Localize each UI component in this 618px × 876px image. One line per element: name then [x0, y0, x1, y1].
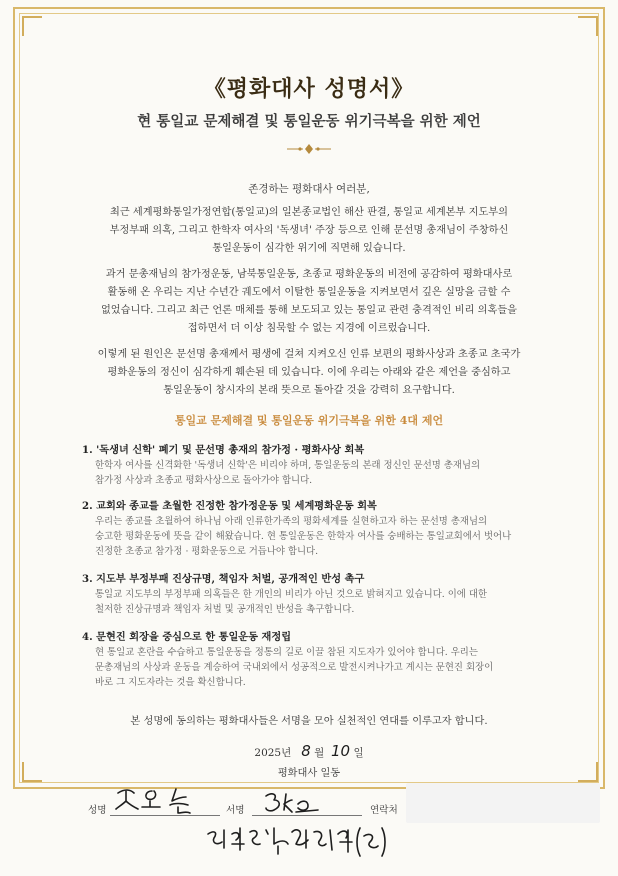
paragraph-1 [60, 204, 558, 258]
proposal-line: 참가정 사상과 초종교 평화사상으로 돌아가야 합니다. [95, 475, 313, 486]
paragraph-line: 통일운동이 창시자의 본래 뜻으로 돌아갈 것을 강력히 요구합니다. [163, 385, 455, 396]
proposal-1 [82, 443, 562, 488]
proposal-line: 숭고한 평화운동에 뜻을 같이 해왔습니다. 현 통일운동은 한학자 여사를 숭배하는 통일교회에서 벗어나 [95, 531, 512, 542]
date-day-handwritten: 10 [331, 742, 351, 760]
paragraph-line: 과거 문총재님의 참가정운동, 남북통일운동, 초종교 평화운동의 비전에 공감하여 평화대사로 [105, 269, 513, 280]
date-day-label: 일 [353, 747, 364, 759]
proposal-line: 바로 그 지도자라는 것을 확신합니다. [95, 677, 246, 688]
handwritten-name-signature [112, 783, 212, 815]
handwritten-signature-mark [262, 790, 322, 816]
document-title: 《평화대사 성명서》 [203, 76, 415, 102]
proposal-body [82, 514, 562, 559]
paragraph-3 [60, 346, 558, 400]
paragraph-line: 부정부패 의혹, 그리고 한학자 여사의 '독생녀' 주장 등으로 인해 문선명 총재님이 주창하신 [109, 225, 509, 236]
redacted-contact-area [406, 783, 600, 823]
date-month-label: 월 [314, 747, 325, 759]
proposal-line: 진정한 초종교 참가정 · 평화운동으로 거듭나야 합니다. [95, 546, 319, 557]
frame-corner-ornament [578, 16, 598, 36]
paragraph-line: 최근 세계평화통일가정연합(통일교)의 일본종교법인 해산 판결, 통일교 세계본부 지도부의 [110, 207, 508, 218]
date-year: 2025년 [254, 747, 292, 759]
proposal-3 [82, 572, 562, 617]
proposal-body [82, 458, 562, 488]
paragraph-line: 활동해 온 우리는 지난 수년간 궤도에서 이탈한 통일운동을 지켜보면서 깊은 실망을 금할 수 [107, 287, 511, 298]
proposal-line: 통일교 지도부의 부정부패 의혹들은 한 개인의 비리가 아닌 것으로 밝혀지고 있습니다. 이에 대한 [95, 589, 487, 600]
proposal-2 [82, 499, 562, 559]
name-underline [110, 815, 220, 816]
proposal-line: 한학자 여사를 신격화한 '독생녀 신학'은 비리야 하며, 통일운동의 본래 정신인 문선명 총재님의 [95, 460, 481, 471]
proposals-heading: 통일교 문제해결 및 통일운동 위기극복을 위한 4대 제언 [174, 414, 444, 427]
contact-label: 연락처 [370, 805, 398, 816]
proposal-line: 철저한 진상규명과 책임자 처벌 및 공개적인 반성을 촉구합니다. [95, 604, 355, 615]
signature-label: 서명 [226, 805, 245, 816]
divider-ornament-icon [285, 142, 333, 156]
name-label: 성명 [88, 805, 107, 816]
paragraph-line: 접하면서 더 이상 침묵할 수 없는 지경에 이르렀습니다. [187, 323, 431, 334]
proposal-title: 3. 지도부 부정부패 진상규명, 책임자 처벌, 공개적인 반성 촉구 [82, 573, 365, 585]
proposal-line: 우리는 종교를 초월하여 하나님 아래 인류한가족의 평화세계를 실현하고자 하는 문선명 총재님의 [95, 516, 488, 527]
date-month-handwritten: 8 [301, 742, 311, 760]
paragraph-2 [60, 266, 558, 338]
closing-statement: 본 성명에 동의하는 평화대사들은 서명을 모아 실천적인 연대를 이루고자 합니다. [130, 716, 488, 727]
paragraph-line: 없었습니다. 그리고 최근 언론 매체를 통해 보도되고 있는 통일교 관련 충격적인 비리 의혹들을 [100, 305, 518, 316]
paragraph-line: 통일운동이 심각한 위기에 직면해 있습니다. [212, 243, 406, 254]
proposal-body [82, 587, 562, 617]
proposal-title: 2. 교회와 종교를 초월한 진정한 참가정운동 및 세계평화운동 회복 [82, 500, 377, 512]
paragraph-line: 이렇게 된 원인은 문선명 총재께서 평생에 걸쳐 지켜오신 인류 보편의 평화사상과 초종교 초국가 [97, 349, 521, 360]
proposal-4 [82, 630, 562, 690]
proposal-line: 문총재님의 사상과 운동을 계승하여 국내외에서 성공적으로 발전시켜나가고 계시는 문현진 회장이 [95, 662, 494, 673]
handwritten-affiliation-note [204, 824, 394, 860]
signers-line: 평화대사 일동 [277, 768, 341, 779]
proposal-body [82, 645, 562, 690]
date-line [0, 742, 618, 760]
proposal-line: 현 통일교 혼란을 수습하고 통일운동을 정통의 길로 이끌 참된 지도자가 있어야 합니다. 우리는 [95, 647, 478, 658]
document-subtitle: 현 통일교 문제해결 및 통일운동 위기극복을 위한 제언 [137, 113, 481, 130]
proposal-title: 4. 문현진 회장을 중심으로 한 통일운동 재정립 [82, 631, 292, 643]
proposal-title: 1. '독생녀 신학' 폐기 및 문선명 총재의 참가정 · 평화사상 회복 [82, 444, 365, 456]
paragraph-line: 평화운동의 정신이 심각하게 훼손된 데 있습니다. 이에 우리는 아래와 같은 제언을 중심하고 [107, 367, 511, 378]
frame-corner-ornament [22, 16, 42, 36]
greeting: 존경하는 평화대사 여러분, [248, 183, 370, 195]
